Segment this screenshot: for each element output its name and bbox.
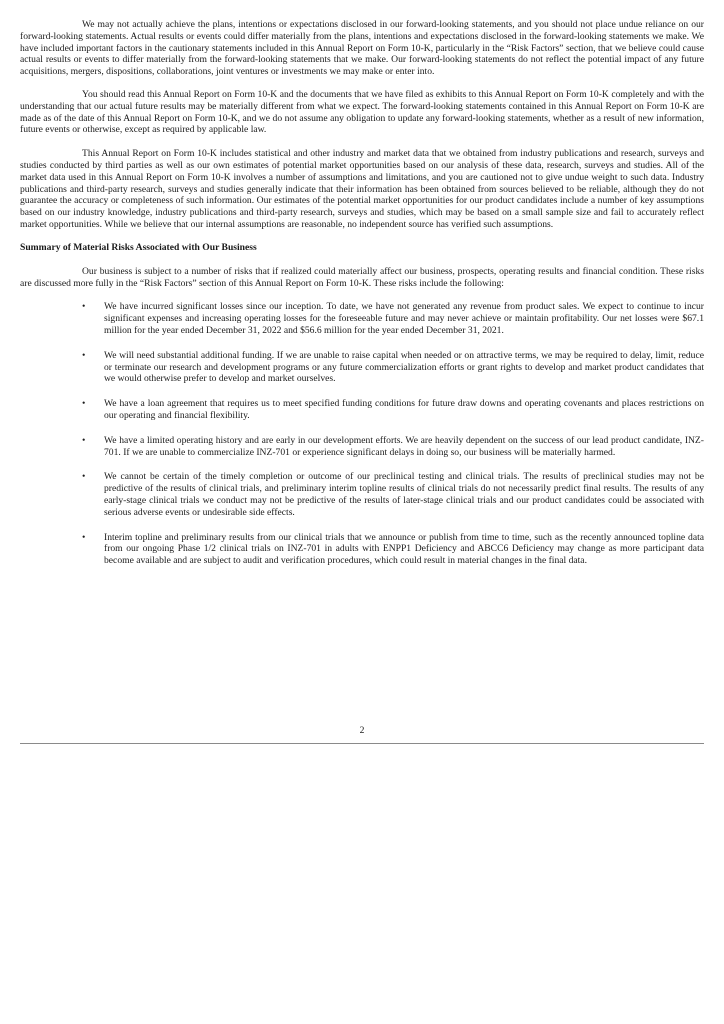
read-report-paragraph: You should read this Annual Report on Form 10-K and the documents that we have filed as exhibits to this Annual Report on Form 10-K completely and with the understanding that our actual future results may be materially different from what we expect. The forward-looking statements contained in this Annual Report on Form 10-K are made as of the date of this Annual Report on Form 10-K, and we do not assume any obligation to update any forward-looking statements, whether as a result of new information, future events or otherwise, except as required by applicable law.: [20, 88, 704, 136]
bullet-icon: •: [82, 471, 86, 483]
list-item: [20, 471, 704, 518]
list-item: [20, 435, 704, 459]
risk-text: We have a limited operating history and are early in our development efforts. We are heavily dependent on the success of our lead product candidate, INZ-701. If we are unable to commercialize INZ-701 or experience significant delays in doing so, our business will be materially harmed.: [104, 434, 704, 458]
risk-text: We have a loan agreement that requires us to meet specified funding conditions for future draw downs and operating covenants and places restrictions on our operating and financial flexibility.: [104, 398, 704, 421]
list-item: [20, 398, 704, 422]
risk-list: [20, 301, 704, 567]
risk-text: We cannot be certain of the timely completion or outcome of our preclinical testing and clinical trials. The results of preclinical studies may not be predictive of the results of clinical trials, and preliminary interim topline results of clinical trials do not necessarily predict final results. The results of any early-stage clinical trials we conduct may not be predictive of the results of later-stage clinical trials and our product candidates could be associated with serious adverse events or undesirable side effects.: [104, 471, 704, 518]
risk-text: We have incurred significant losses since our inception. To date, we have not generated any revenue from product sales. We expect to continue to incur significant expenses and increasing operating losses for the foreseeable future and may never achieve or maintain profitability. Our net losses were $67.1 million for the year ended December 31, 2022 and $56.6 million for the year ended December 31, 2021.: [104, 301, 704, 336]
bullet-icon: •: [82, 398, 86, 410]
forward-looking-paragraph: We may not actually achieve the plans, intentions or expectations disclosed in our forward-looking statements, and you should not place undue reliance on our forward-looking statements. Actual results or events could differ materially from the plans, intentions and expectations disclosed in the forward-looking statements we make. We have included important factors in the cautionary statements included in this Annual Report on Form 10-K, particularly in the “Risk Factors” section, that we believe could cause actual results or events to differ materially from the forward-looking statements that we make. Our forward-looking statements do not reflect the potential impact of any future acquisitions, mergers, dispositions, collaborations, joint ventures or investments we may make or enter into.: [20, 19, 704, 78]
bullet-icon: •: [82, 434, 86, 446]
market-data-paragraph: This Annual Report on Form 10-K includes statistical and other industry and market data that we obtained from industry publications and research, surveys and studies conducted by third parties as well as our own estimates of potential market opportunities based on our analysis of these data, research, surveys and studies. All of the market data used in this Annual Report on Form 10-K involves a number of assumptions and limitations, and you are cautioned not to give undue weight to such data. Industry publications and third-party research, surveys and studies generally indicate that their information has been obtained from sources believed to be reliable, although they do not guarantee the accuracy or completeness of such information. Our estimates of the potential market opportunities for our product candidates include a number of key assumptions based on our industry knowledge, industry publications and third-party research, surveys and studies, which may be based on a small sample size and fail to accurately reflect market opportunities. While we believe that our internal assumptions are reasonable, no independent source has verified such assumptions.: [20, 148, 704, 230]
bullet-icon: •: [82, 531, 86, 543]
list-item: [20, 350, 704, 385]
bullet-icon: •: [82, 301, 86, 313]
page-divider: [20, 743, 704, 744]
section-heading: Summary of Material Risks Associated with Our Business: [20, 241, 257, 253]
risk-text: We will need substantial additional funding. If we are unable to raise capital when needed or on attractive terms, we may be required to delay, limit, reduce or terminate our research and development programs or any future commercialization efforts or grant rights to develop and market product candidates that we would otherwise prefer to develop and market ourselves.: [104, 349, 704, 385]
list-item: [20, 532, 704, 567]
bullet-icon: •: [82, 349, 86, 361]
risks-intro-paragraph: Our business is subject to a number of risks that if realized could materially affect our business, prospects, operating results and financial condition. These risks are discussed more fully in the “Risk Factors” section of this Annual Report on Form 10-K. These risks include the following:: [20, 265, 704, 289]
risk-text: Interim topline and preliminary results from our clinical trials that we announce or publish from time to time, such as the recently announced topline data from our ongoing Phase 1/2 clinical trials on INZ-701 in adults with ENPP1 Deficiency and ABCC6 Deficiency may change as more participant data become available and are subject to audit and verification procedures, which could result in material changes in the final data.: [104, 531, 704, 567]
page-number: 2: [359, 725, 365, 736]
document-page: [20, 19, 704, 580]
list-item: [20, 301, 704, 336]
